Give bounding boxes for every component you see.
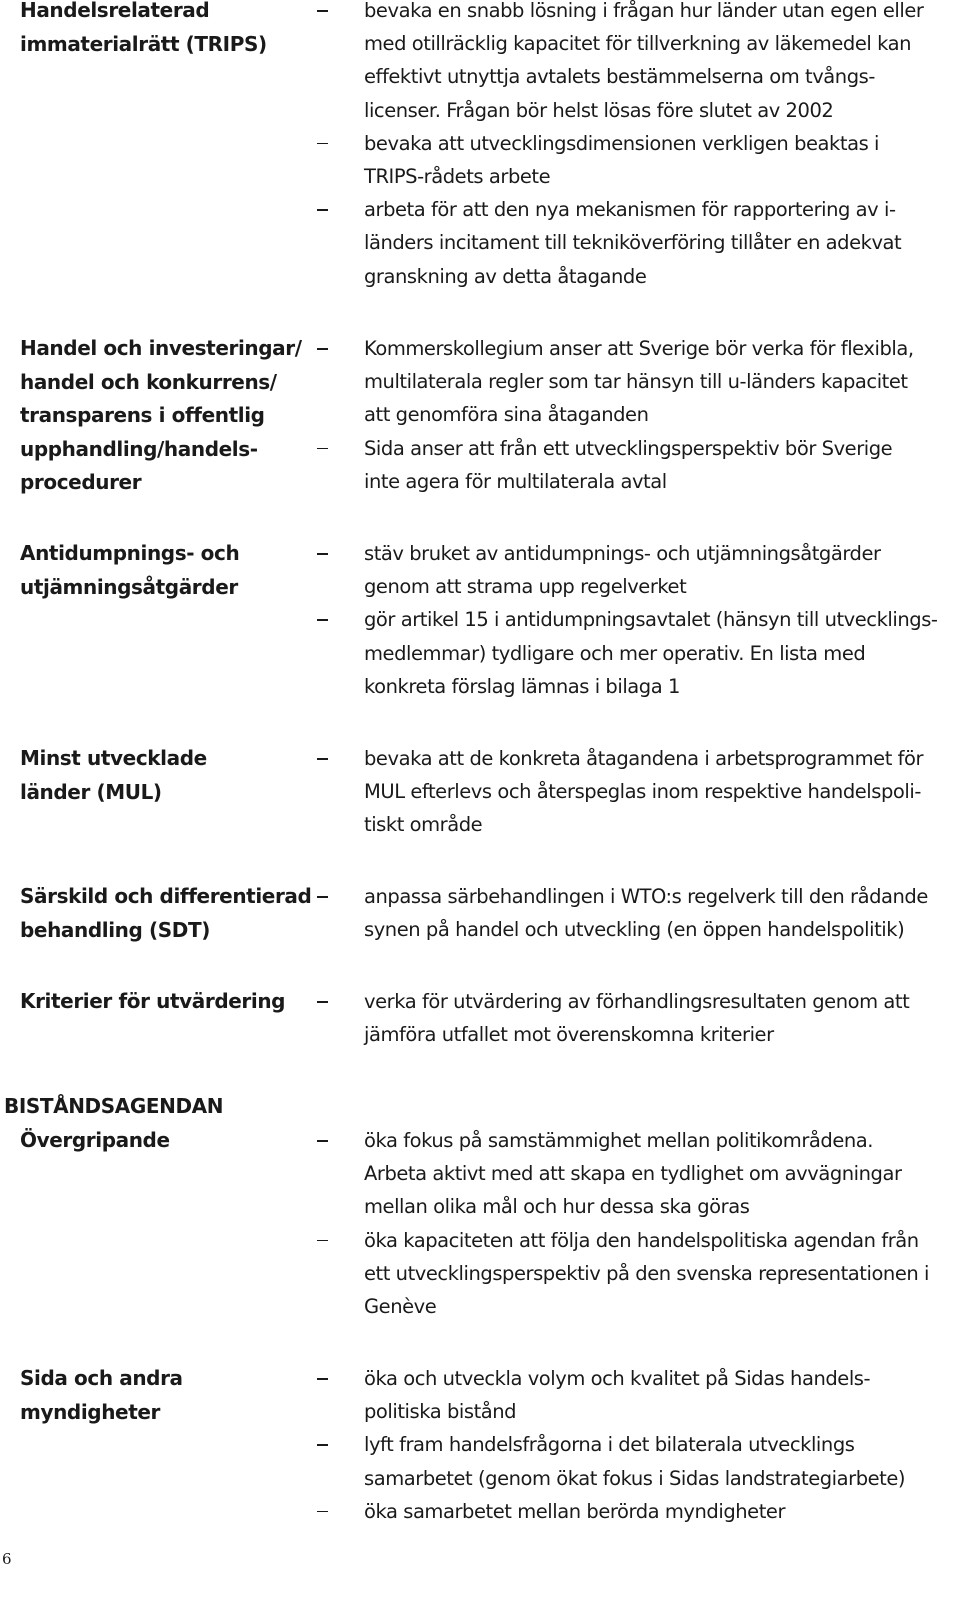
dash-bullet-icon bbox=[317, 1240, 328, 1242]
dash-bullet-icon bbox=[317, 1511, 328, 1513]
bullet-text-line: synen på handel och utveckling (en öppen handelspolitik) bbox=[364, 918, 905, 942]
bullet-text bbox=[364, 1428, 960, 1494]
bullet-text bbox=[364, 603, 960, 703]
bullet-text-line: licenser. Frågan bör helst lösas före slutet av 2002 bbox=[364, 98, 834, 122]
bullet-text bbox=[364, 985, 960, 1051]
bullet-text-line: jämföra utfallet mot överenskomna kriterier bbox=[364, 1023, 774, 1047]
topic-heading-line: utjämningsåtgärder bbox=[20, 574, 238, 599]
bullet-text-line: verka för utvärdering av förhandlingsresultaten genom att bbox=[364, 990, 910, 1013]
bullet-text-line: stäv bruket av antidumpnings- och utjämningsåtgärder bbox=[364, 542, 881, 565]
bullet-item bbox=[0, 603, 960, 703]
bullet-item bbox=[0, 1124, 960, 1224]
bullet-list bbox=[0, 1362, 960, 1528]
bullet-text-line: öka och utveckla volym och kvalitet på Sidas handels- bbox=[364, 1367, 871, 1390]
bullet-text-line: genom att strama upp regelverket bbox=[364, 575, 687, 599]
bullet-text bbox=[364, 0, 960, 127]
topic-heading-line: länder (MUL) bbox=[20, 779, 162, 804]
bullet-text bbox=[364, 127, 960, 193]
bullet-text bbox=[364, 432, 960, 498]
dash-bullet-icon bbox=[317, 10, 328, 12]
dash-bullet-icon bbox=[317, 1378, 328, 1380]
bullet-item bbox=[0, 332, 960, 432]
bullet-list bbox=[0, 880, 960, 946]
bullet-text bbox=[364, 332, 960, 432]
dash-bullet-icon bbox=[317, 1001, 328, 1003]
topic-heading-line: Handelsrelaterad bbox=[20, 0, 210, 22]
bullet-text bbox=[364, 193, 960, 293]
bullet-text-line: effektivt utnyttja avtalets bestämmelserna om tvångs- bbox=[364, 65, 875, 89]
section-heading: BISTÅNDSAGENDAN bbox=[4, 1094, 224, 1118]
bullet-text-line: inte agera för multilaterala avtal bbox=[364, 469, 667, 493]
dash-bullet-icon bbox=[317, 348, 328, 350]
bullet-text-line: gör artikel 15 i antidumpningsavtalet (hänsyn till utvecklings- bbox=[364, 608, 938, 632]
bullet-text-line: ett utvecklingsperspektiv på den svenska representationen i bbox=[364, 1261, 930, 1285]
topic-heading-line: behandling (SDT) bbox=[20, 917, 210, 942]
topic-heading-line: Handel och investeringar/ bbox=[20, 336, 302, 360]
bullet-text-line: Genève bbox=[364, 1295, 437, 1319]
topic-heading-line: myndigheter bbox=[20, 1399, 160, 1424]
bullet-text bbox=[364, 1224, 960, 1324]
topic-heading-line: procedurer bbox=[20, 470, 142, 494]
bullet-text bbox=[364, 537, 960, 603]
page-number: 6 bbox=[2, 1550, 12, 1568]
bullet-item bbox=[0, 742, 960, 842]
bullet-item bbox=[0, 985, 960, 1051]
bullet-item bbox=[0, 127, 960, 193]
bullet-text-line: mellan olika mål och hur dessa ska göras bbox=[364, 1195, 750, 1219]
bullet-text bbox=[364, 880, 960, 946]
bullet-text-line: multilaterala regler som tar hänsyn till u-länders kapacitet bbox=[364, 370, 908, 394]
dash-bullet-icon bbox=[317, 143, 328, 145]
bullet-item bbox=[0, 1362, 960, 1428]
bullet-text-line: TRIPS-rådets arbete bbox=[364, 165, 551, 189]
bullet-text-line: konkreta förslag lämnas i bilaga 1 bbox=[364, 674, 680, 698]
bullet-text-line: öka samarbetet mellan berörda myndigheter bbox=[364, 1499, 786, 1523]
bullet-list bbox=[0, 537, 960, 703]
bullet-item bbox=[0, 537, 960, 603]
bullet-text-line: öka fokus på samstämmighet mellan politikområdena. bbox=[364, 1129, 874, 1152]
bullet-text-line: medlemmar) tydligare och mer operativ. En lista med bbox=[364, 641, 866, 665]
bullet-item bbox=[0, 880, 960, 946]
bullet-text-line: bevaka att utvecklingsdimensionen verkligen beaktas i bbox=[364, 131, 880, 155]
topic-heading-line: immaterialrätt (TRIPS) bbox=[20, 31, 267, 56]
dash-bullet-icon bbox=[317, 1140, 328, 1142]
dash-bullet-icon bbox=[317, 758, 328, 760]
bullet-item bbox=[0, 1495, 960, 1528]
topic-heading-line: handel och konkurrens/ bbox=[20, 369, 277, 394]
bullet-text-line: tiskt område bbox=[364, 813, 483, 837]
bullet-text-line: samarbetet (genom ökat fokus i Sidas landstrategiarbete) bbox=[364, 1466, 906, 1490]
dash-bullet-icon bbox=[317, 619, 328, 621]
bullet-list bbox=[0, 985, 960, 1051]
bullet-text-line: arbeta för att den nya mekanismen för rapportering av i- bbox=[364, 198, 896, 222]
bullet-text-line: anpassa särbehandlingen i WTO:s regelverk till den rådande bbox=[364, 885, 928, 908]
bullet-text bbox=[364, 1362, 960, 1428]
topic-heading-line: upphandling/handels- bbox=[20, 436, 258, 461]
bullet-item bbox=[0, 0, 960, 127]
bullet-text-line: bevaka en snabb lösning i frågan hur länder utan egen eller bbox=[364, 0, 924, 22]
bullet-text-line: länders incitament till tekniköverföring tillåter en adekvat bbox=[364, 231, 902, 255]
bullet-text-line: bevaka att de konkreta åtagandena i arbetsprogrammet för bbox=[364, 747, 924, 770]
bullet-list bbox=[0, 332, 960, 498]
topic-heading-line: Särskild och differentierad bbox=[20, 884, 312, 908]
bullet-text-line: Sida anser att från ett utvecklingsperspektiv bör Sverige bbox=[364, 436, 893, 460]
dash-bullet-icon bbox=[317, 896, 328, 898]
topic-heading-line: Antidumpnings- och bbox=[20, 541, 240, 565]
bullet-text-line: politiska bistånd bbox=[364, 1400, 517, 1424]
bullet-text-line: att genomföra sina åtaganden bbox=[364, 403, 649, 427]
bullet-text bbox=[364, 1124, 960, 1224]
bullet-item bbox=[0, 1428, 960, 1494]
bullet-text-line: Kommerskollegium anser att Sverige bör verka för flexibla, bbox=[364, 337, 914, 360]
dash-bullet-icon bbox=[317, 209, 328, 211]
bullet-text-line: Arbeta aktivt med att skapa en tydlighet om avvägningar bbox=[364, 1162, 902, 1186]
dash-bullet-icon bbox=[317, 448, 328, 450]
topic-heading-line: transparens i offentlig bbox=[20, 403, 265, 427]
bullet-text bbox=[364, 742, 960, 842]
bullet-text-line: med otillräcklig kapacitet för tillverkning av läkemedel kan bbox=[364, 32, 912, 56]
bullet-list bbox=[0, 1124, 960, 1323]
dash-bullet-icon bbox=[317, 1444, 328, 1446]
bullet-text-line: öka kapaciteten att följa den handelspolitiska agendan från bbox=[364, 1228, 919, 1252]
topic-heading-line: Sida och andra bbox=[20, 1366, 183, 1390]
bullet-list bbox=[0, 0, 960, 293]
bullet-text-line: granskning av detta åtagande bbox=[364, 264, 647, 288]
bullet-text bbox=[364, 1495, 960, 1528]
bullet-text-line: lyft fram handelsfrågorna i det bilaterala utvecklings bbox=[364, 1433, 855, 1457]
topic-heading-line: Kriterier för utvärdering bbox=[20, 989, 286, 1013]
topic-heading-line: Minst utvecklade bbox=[20, 746, 207, 770]
topic-heading-line: Övergripande bbox=[20, 1128, 170, 1152]
bullet-item bbox=[0, 1224, 960, 1324]
bullet-list bbox=[0, 742, 960, 842]
bullet-item bbox=[0, 193, 960, 293]
bullet-text-line: MUL efterlevs och återspeglas inom respektive handelspoli- bbox=[364, 780, 921, 804]
dash-bullet-icon bbox=[317, 553, 328, 555]
bullet-item bbox=[0, 432, 960, 498]
